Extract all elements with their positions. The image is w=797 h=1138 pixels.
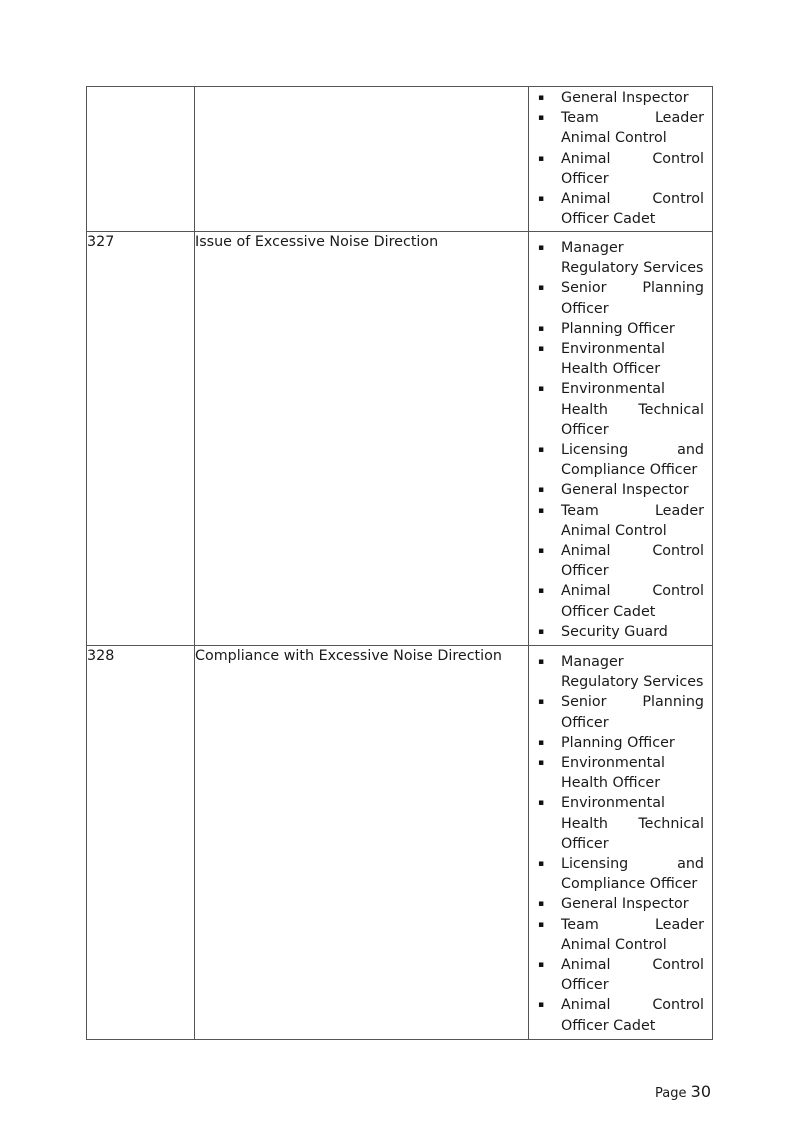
- officer-title: General Inspector: [561, 482, 689, 499]
- list-item: [529, 278, 704, 318]
- delegations-table-body: [87, 87, 713, 1040]
- item-number-cell: 328: [87, 646, 195, 1040]
- officer-title: Environmental Health Technical Officer: [561, 381, 704, 438]
- delegated-officers-cell: [529, 232, 713, 646]
- list-item: [529, 541, 704, 581]
- bullet-icon: ▪: [538, 344, 545, 355]
- page-number: [655, 1082, 711, 1101]
- officer-title: Team Leader Animal Control: [561, 916, 704, 953]
- list-item: [529, 955, 704, 995]
- bullet-icon: ▪: [538, 899, 545, 910]
- item-number-cell: [87, 87, 195, 232]
- list-item: [529, 379, 704, 440]
- list-item: [529, 108, 704, 148]
- bullet-icon: ▪: [538, 657, 545, 667]
- officer-title: General Inspector: [561, 896, 689, 913]
- bullet-icon: ▪: [538, 445, 545, 456]
- list-item: [529, 88, 704, 108]
- bullet-icon: ▪: [538, 546, 545, 557]
- bullet-icon: ▪: [538, 283, 545, 294]
- item-number-cell: 327: [87, 232, 195, 646]
- bullet-icon: ▪: [538, 798, 545, 809]
- officer-title: Licensing and Compliance Officer: [561, 442, 704, 479]
- list-item: [529, 733, 704, 753]
- list-item: [529, 480, 704, 500]
- bullet-icon: ▪: [538, 960, 545, 971]
- officer-title: Environmental Health Technical Officer: [561, 795, 704, 852]
- officer-list: [529, 232, 712, 643]
- page-number-value: 30: [690, 1082, 711, 1101]
- bullet-icon: ▪: [538, 697, 545, 708]
- bullet-icon: ▪: [538, 505, 545, 516]
- officer-title: Environmental Health Officer: [561, 341, 666, 378]
- bullet-icon: ▪: [538, 485, 545, 496]
- bullet-icon: ▪: [538, 194, 545, 205]
- list-item: [529, 319, 704, 339]
- delegated-officers-cell: [529, 646, 713, 1040]
- bullet-icon: ▪: [538, 113, 545, 124]
- bullet-icon: ▪: [538, 758, 545, 769]
- table-row: [87, 232, 713, 646]
- list-item: [529, 238, 704, 278]
- officer-title: Team Leader Animal Control: [561, 502, 704, 539]
- bullet-icon: ▪: [538, 153, 545, 164]
- list-item: [529, 622, 704, 642]
- officer-title: Animal Control Officer: [561, 957, 704, 994]
- officer-title: General Inspector: [561, 90, 689, 106]
- officer-title: Licensing and Compliance Officer: [561, 856, 704, 893]
- bullet-icon: ▪: [538, 93, 545, 103]
- list-item: [529, 692, 704, 732]
- list-item: [529, 915, 704, 955]
- officer-title: Animal Control Officer: [561, 150, 704, 187]
- bullet-icon: ▪: [538, 919, 545, 930]
- officer-title: Senior Planning Officer: [561, 694, 704, 731]
- officer-title: Manager Regulatory Services: [561, 654, 704, 691]
- page-label: Page: [655, 1086, 687, 1101]
- list-item: [529, 652, 704, 692]
- list-item: [529, 339, 704, 379]
- officer-title: Team Leader Animal Control: [561, 110, 704, 147]
- list-item: [529, 501, 704, 541]
- bullet-icon: ▪: [538, 859, 545, 870]
- bullet-icon: ▪: [538, 384, 545, 395]
- list-item: [529, 894, 704, 914]
- bullet-icon: ▪: [538, 243, 545, 253]
- officer-list: [529, 87, 712, 230]
- list-item: [529, 189, 704, 229]
- bullet-icon: ▪: [538, 323, 545, 334]
- officer-title: Manager Regulatory Services: [561, 240, 704, 277]
- officer-title: Animal Control Officer Cadet: [561, 997, 704, 1034]
- bullet-icon: ▪: [538, 626, 545, 637]
- list-item: [529, 854, 704, 894]
- list-item: [529, 581, 704, 621]
- officer-title: Planning Officer: [561, 320, 675, 337]
- power-description-cell: [195, 87, 529, 232]
- power-description-cell: Issue of Excessive Noise Direction: [195, 232, 529, 646]
- list-item: [529, 995, 704, 1035]
- delegated-officers-cell: [529, 87, 713, 232]
- list-item: [529, 149, 704, 189]
- table-row: [87, 87, 713, 232]
- bullet-icon: ▪: [538, 586, 545, 597]
- table-row: [87, 646, 713, 1040]
- list-item: [529, 753, 704, 793]
- officer-title: Environmental Health Officer: [561, 755, 666, 792]
- officer-list: [529, 646, 712, 1037]
- bullet-icon: ▪: [538, 1000, 545, 1011]
- officer-title: Animal Control Officer Cadet: [561, 191, 704, 228]
- officer-title: Animal Control Officer Cadet: [561, 583, 704, 620]
- officer-title: Senior Planning Officer: [561, 280, 704, 317]
- officer-title: Security Guard: [561, 623, 668, 640]
- officer-title: Planning Officer: [561, 734, 675, 751]
- officer-title: Animal Control Officer: [561, 543, 704, 580]
- list-item: [529, 440, 704, 480]
- delegations-table: [86, 86, 713, 1040]
- bullet-icon: ▪: [538, 737, 545, 748]
- list-item: [529, 793, 704, 854]
- power-description-cell: Compliance with Excessive Noise Direction: [195, 646, 529, 1040]
